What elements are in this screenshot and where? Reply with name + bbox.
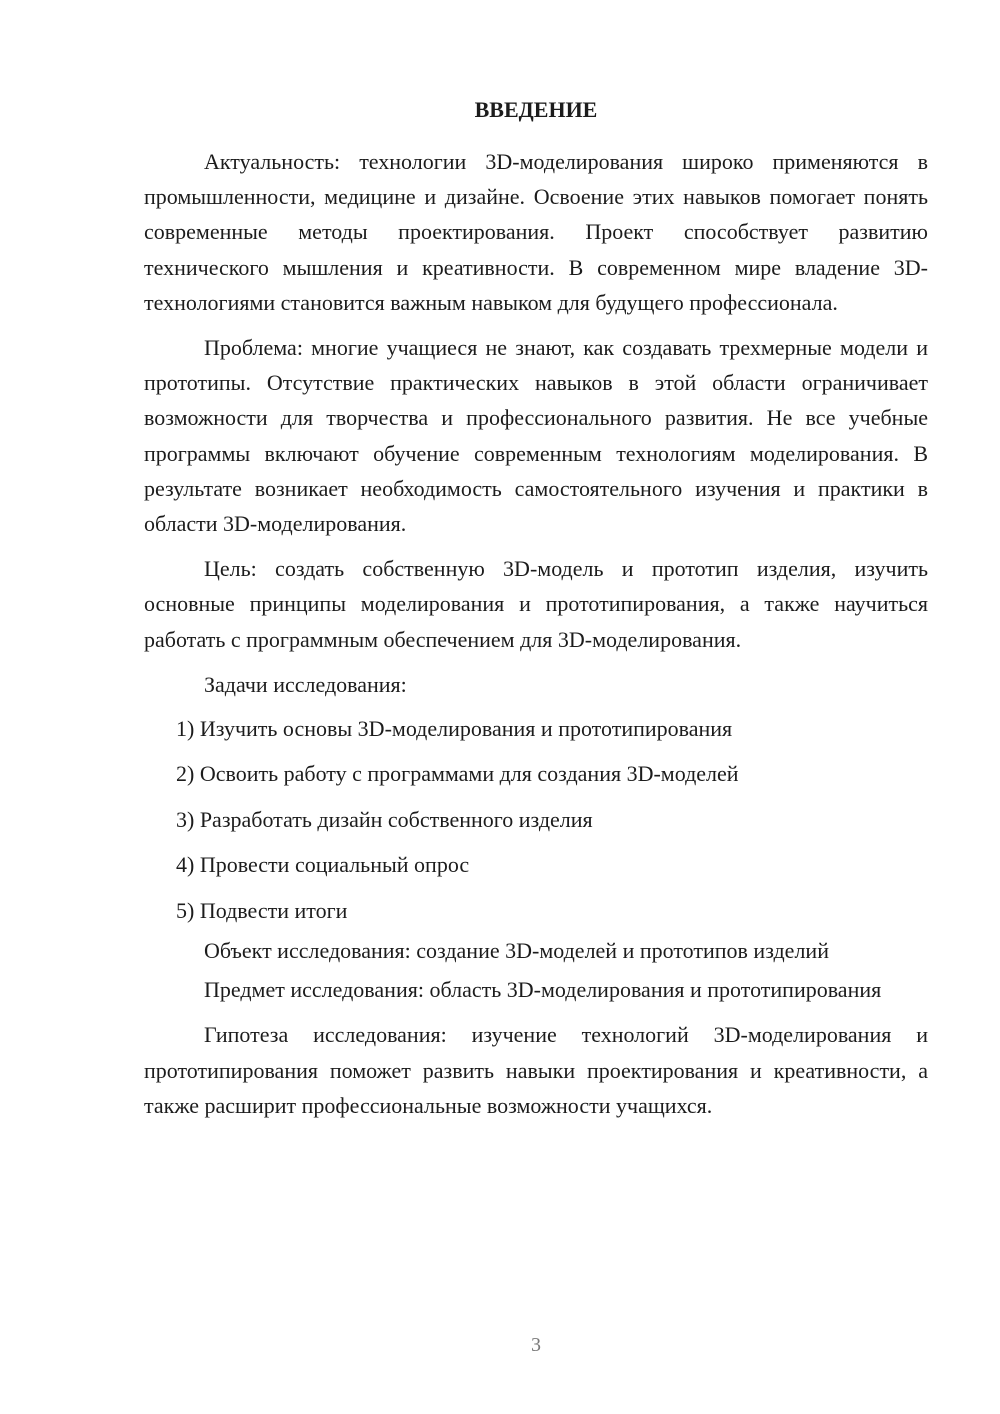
research-subject: Предмет исследования: область 3D-моделирования и прототипирования	[204, 977, 882, 1003]
task-item-4: 4) Провести социальный опрос	[176, 852, 470, 878]
relevance-paragraph: Актуальность: технологии 3D-моделирования широко применяются в промышленности, медицине и дизайне. Освоение этих навыков помогает понять современные методы проектирования. Проект способствует развитию технического мышления и креативности. В современном мире владение 3D-технологиями становится важным навыком для будущего профессионала.	[144, 149, 928, 315]
tasks-heading: Задачи исследования:	[204, 671, 407, 697]
page-number: 3	[531, 1334, 541, 1356]
goal-paragraph: Цель: создать собственную 3D-модель и прототип изделия, изучить основные принципы моделирования и прототипирования, а также научиться работать с программным обеспечением для 3D-моделирования.	[144, 556, 928, 652]
problem-paragraph: Проблема: многие учащиеся не знают, как создавать трехмерные модели и прототипы. Отсутствие практических навыков в этой области ограничивает возможности для творчества и профессионального развития. Не все учебные программы включают обучение современным технологиям моделирования. В результате возникает необходимость самостоятельного изучения и практики в области 3D-моделирования.	[144, 335, 928, 537]
task-item-2: 2) Освоить работу с программами для создания 3D-моделей	[176, 761, 739, 787]
task-item-3: 3) Разработать дизайн собственного изделия	[176, 806, 593, 832]
task-list	[144, 706, 928, 933]
document-body	[144, 94, 928, 1133]
task-item-1: 1) Изучить основы 3D-моделирования и прототипирования	[176, 716, 733, 742]
task-item-5: 5) Подвести итоги	[176, 897, 348, 923]
research-object: Объект исследования: создание 3D-моделей и прототипов изделий	[204, 938, 829, 964]
research-hypothesis: Гипотеза исследования: изучение технологий 3D-моделирования и прототипирования поможет развить навыки проектирования и креативности, а также расширит профессиональные возможности учащихся.	[144, 1022, 928, 1118]
document-title: ВВЕДЕНИЕ	[474, 97, 598, 122]
